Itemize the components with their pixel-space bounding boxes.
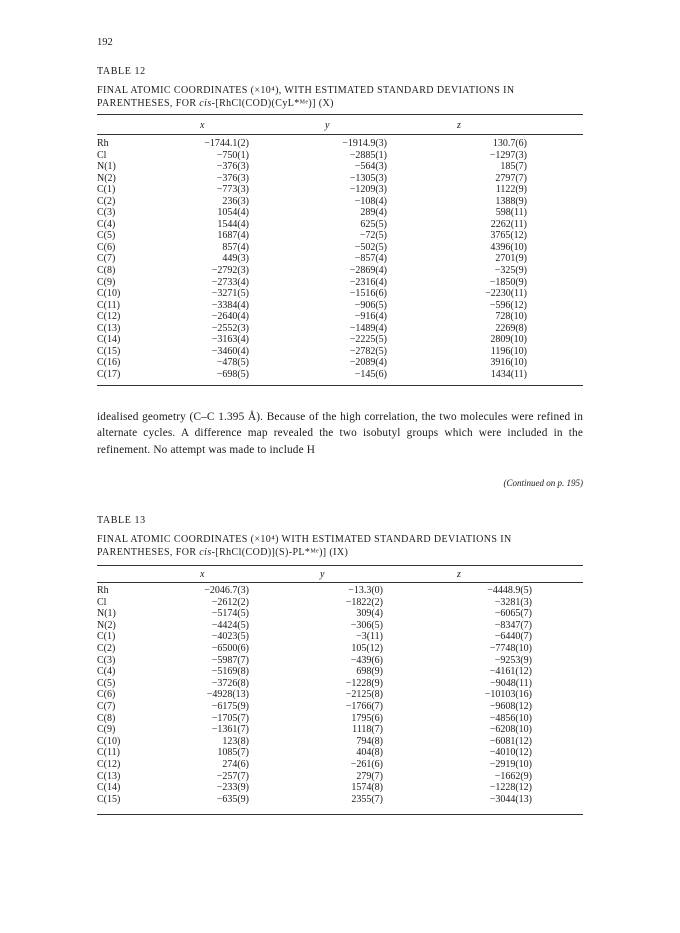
x-cell: −2612(2)	[211, 596, 249, 608]
x-cell: −4928(13)	[206, 689, 249, 701]
y-cell: −1228(9)	[345, 677, 383, 689]
z-cell: 2809(10)	[490, 334, 527, 346]
table13-col-x: x	[200, 569, 205, 580]
x-cell: −3384(4)	[211, 299, 249, 311]
z-cell: −4010(12)	[489, 747, 532, 759]
y-cell: −1209(3)	[349, 184, 387, 196]
table-row	[97, 346, 583, 358]
x-cell: −5174(5)	[211, 608, 249, 620]
x-cell: −3271(5)	[211, 288, 249, 300]
y-cell: −439(6)	[350, 654, 383, 666]
z-cell: −1228(12)	[489, 782, 532, 794]
table-row	[97, 597, 583, 609]
y-cell: −502(5)	[354, 241, 387, 253]
x-cell: 1544(4)	[217, 218, 249, 230]
x-cell: 857(4)	[222, 241, 249, 253]
atom-cell: C(4)	[97, 218, 116, 230]
table-row	[97, 184, 583, 196]
y-cell: −306(5)	[350, 619, 383, 631]
z-cell: −8347(7)	[494, 619, 532, 631]
y-cell: 1118(7)	[352, 724, 383, 736]
x-cell: −3460(4)	[211, 345, 249, 357]
atom-cell: C(7)	[97, 253, 116, 265]
y-cell: 698(9)	[356, 666, 383, 678]
x-cell: −1744.1(2)	[204, 138, 249, 149]
atom-cell: Cl	[97, 596, 107, 608]
y-cell: −2089(4)	[349, 357, 387, 369]
table-row	[97, 161, 583, 173]
y-cell: −13.3(0)	[348, 585, 383, 596]
table13-title	[97, 533, 583, 559]
atom-cell: C(12)	[97, 758, 121, 770]
x-cell: −3726(8)	[211, 677, 249, 689]
table-row	[97, 794, 583, 806]
atom-cell: Rh	[97, 138, 109, 149]
table-row	[97, 724, 583, 736]
table-row	[97, 300, 583, 312]
atom-cell: C(10)	[97, 288, 121, 300]
table-row	[97, 713, 583, 725]
z-cell: −4448.9(5)	[487, 585, 532, 596]
z-cell: 4396(10)	[490, 241, 527, 253]
table-row	[97, 608, 583, 620]
atom-cell: N(1)	[97, 161, 116, 173]
y-cell: 105(12)	[351, 642, 383, 654]
y-cell: −2125(8)	[345, 689, 383, 701]
z-cell: −2230(11)	[485, 288, 527, 300]
z-cell: −6081(12)	[489, 735, 532, 747]
z-cell: −3044(13)	[489, 793, 532, 805]
table-row	[97, 631, 583, 643]
table-row	[97, 288, 583, 300]
y-cell: −564(3)	[354, 161, 387, 173]
table13-top-rule	[97, 565, 583, 566]
z-cell: 2262(11)	[490, 218, 527, 230]
atom-cell: C(15)	[97, 793, 121, 805]
z-cell: −325(9)	[494, 265, 527, 277]
table13-title-line2	[97, 546, 583, 559]
table13-label: TABLE 13	[97, 515, 146, 526]
z-cell: 2701(9)	[495, 253, 527, 265]
z-cell: −6440(7)	[494, 631, 532, 643]
table-row	[97, 585, 583, 597]
x-cell: −4424(5)	[211, 619, 249, 631]
table-row	[97, 369, 583, 381]
x-cell: −1705(7)	[211, 712, 249, 724]
table-row	[97, 138, 583, 150]
z-cell: −9608(12)	[489, 700, 532, 712]
table13-title-pre: PARENTHESES, FOR	[97, 547, 200, 558]
z-cell: 1196(10)	[490, 345, 527, 357]
x-cell: 236(3)	[222, 195, 249, 207]
y-cell: −1305(3)	[349, 172, 387, 184]
z-cell: −1297(3)	[489, 149, 527, 161]
z-cell: 3916(10)	[490, 357, 527, 369]
y-cell: 1795(6)	[351, 712, 383, 724]
z-cell: −9253(9)	[494, 654, 532, 666]
atom-cell: C(9)	[97, 724, 116, 736]
y-cell: −1766(7)	[345, 700, 383, 712]
atom-cell: C(8)	[97, 712, 116, 724]
x-cell: −773(3)	[216, 184, 249, 196]
y-cell: −108(4)	[354, 195, 387, 207]
y-cell: −261(6)	[350, 758, 383, 770]
atom-cell: Cl	[97, 149, 107, 161]
table-row	[97, 771, 583, 783]
y-cell: −145(6)	[354, 368, 387, 380]
y-cell: −906(5)	[354, 299, 387, 311]
table13-bottom-rule	[97, 814, 583, 815]
y-cell: 2355(7)	[351, 793, 383, 805]
table-row	[97, 334, 583, 346]
z-cell: −1850(9)	[489, 276, 527, 288]
z-cell: 2797(7)	[495, 172, 527, 184]
atom-cell: C(1)	[97, 631, 116, 643]
table13-body	[97, 585, 583, 805]
atom-cell: C(15)	[97, 345, 121, 357]
x-cell: −2792(3)	[211, 265, 249, 277]
z-cell: 2269(8)	[495, 322, 527, 334]
table13-title-post: -[RhCl(COD)](S)-PL*ᴹᵉ)] (IX)	[211, 547, 349, 558]
atom-cell: C(6)	[97, 689, 116, 701]
table12-col-y: y	[325, 120, 330, 131]
page-number: 192	[97, 37, 113, 48]
x-cell: −6175(9)	[211, 700, 249, 712]
z-cell: 3765(12)	[490, 230, 527, 242]
atom-cell: C(5)	[97, 677, 116, 689]
x-cell: −2552(3)	[211, 322, 249, 334]
y-cell: −1914.9(3)	[342, 138, 387, 149]
table-row	[97, 736, 583, 748]
x-cell: −698(5)	[216, 368, 249, 380]
x-cell: 1687(4)	[217, 230, 249, 242]
y-cell: 625(5)	[360, 218, 387, 230]
y-cell: 279(7)	[356, 770, 383, 782]
x-cell: −6500(6)	[211, 642, 249, 654]
table12-title-line2	[97, 97, 583, 110]
x-cell: −376(3)	[216, 161, 249, 173]
table12-title-pre: PARENTHESES, FOR	[97, 98, 200, 109]
table-row	[97, 323, 583, 335]
x-cell: −635(9)	[216, 793, 249, 805]
atom-cell: C(13)	[97, 322, 121, 334]
table-row	[97, 701, 583, 713]
table-row	[97, 620, 583, 632]
table12-col-z: z	[457, 120, 461, 131]
table13-title-italic: cis	[199, 547, 212, 558]
x-cell: 274(6)	[222, 758, 249, 770]
y-cell: −72(5)	[359, 230, 387, 242]
x-cell: −3163(4)	[211, 334, 249, 346]
z-cell: −4856(10)	[489, 712, 532, 724]
atom-cell: C(5)	[97, 230, 116, 242]
table12-top-rule	[97, 114, 583, 115]
table-row	[97, 678, 583, 690]
table13-col-z: z	[457, 569, 461, 580]
table-row	[97, 230, 583, 242]
z-cell: −3281(3)	[494, 596, 532, 608]
table-row	[97, 219, 583, 231]
atom-cell: C(3)	[97, 207, 116, 219]
atom-cell: Rh	[97, 585, 109, 596]
atom-cell: C(9)	[97, 276, 116, 288]
table12-col-x: x	[200, 120, 205, 131]
x-cell: −376(3)	[216, 172, 249, 184]
x-cell: −233(9)	[216, 782, 249, 794]
z-cell: 1122(9)	[495, 184, 527, 196]
z-cell: −2919(10)	[489, 758, 532, 770]
x-cell: −257(7)	[216, 770, 249, 782]
table-row	[97, 643, 583, 655]
x-cell: 123(8)	[222, 735, 249, 747]
x-cell: 449(3)	[222, 253, 249, 265]
y-cell: 794(8)	[356, 735, 383, 747]
table-row	[97, 150, 583, 162]
z-cell: 130.7(6)	[492, 138, 527, 149]
atom-cell: C(12)	[97, 311, 121, 323]
z-cell: −6065(7)	[494, 608, 532, 620]
atom-cell: C(10)	[97, 735, 121, 747]
z-cell: 1388(9)	[495, 195, 527, 207]
table12-body	[97, 138, 583, 380]
z-cell: 728(10)	[495, 311, 527, 323]
z-cell: −6208(10)	[489, 724, 532, 736]
x-cell: 1085(7)	[217, 747, 249, 759]
atom-cell: N(1)	[97, 608, 116, 620]
table-row	[97, 207, 583, 219]
atom-cell: C(4)	[97, 666, 116, 678]
table-row	[97, 265, 583, 277]
table12-title-post: -[RhCl(COD)(CyL*ᴹᵉ)] (X)	[211, 98, 334, 109]
y-cell: 1574(8)	[351, 782, 383, 794]
x-cell: −478(5)	[216, 357, 249, 369]
table13-col-y: y	[320, 569, 325, 580]
table-row	[97, 173, 583, 185]
table-row	[97, 689, 583, 701]
table-row	[97, 311, 583, 323]
y-cell: −2316(4)	[349, 276, 387, 288]
atom-cell: C(1)	[97, 184, 116, 196]
table12-title-line1: FINAL ATOMIC COORDINATES (×10⁴), WITH ESTIMATED STANDARD DEVIATIONS IN	[97, 85, 515, 96]
y-cell: −1822(2)	[345, 596, 383, 608]
x-cell: −5987(7)	[211, 654, 249, 666]
table12-title-italic: cis	[199, 98, 212, 109]
atom-cell: N(2)	[97, 172, 116, 184]
y-cell: 404(8)	[356, 747, 383, 759]
z-cell: −9048(11)	[490, 677, 532, 689]
atom-cell: C(14)	[97, 334, 121, 346]
body-paragraph: idealised geometry (C–C 1.395 Å). Because of the high correlation, the two molecules were refined in alternate cycles. A difference map revealed the two isobutyl groups which were included in the refinement. No attempt was made to include H	[97, 411, 583, 456]
y-cell: 309(4)	[356, 608, 383, 620]
y-cell: 289(4)	[360, 207, 387, 219]
y-cell: −857(4)	[354, 253, 387, 265]
table-row	[97, 357, 583, 369]
y-cell: −2869(4)	[349, 265, 387, 277]
x-cell: −2640(4)	[211, 311, 249, 323]
z-cell: −4161(12)	[489, 666, 532, 678]
y-cell: −3(11)	[356, 631, 383, 643]
z-cell: 185(7)	[500, 161, 527, 173]
atom-cell: C(6)	[97, 241, 116, 253]
y-cell: −1489(4)	[349, 322, 387, 334]
x-cell: −2733(4)	[211, 276, 249, 288]
table12-head-rule	[97, 134, 583, 135]
atom-cell: C(14)	[97, 782, 121, 794]
x-cell: −750(1)	[216, 149, 249, 161]
continued-note: (Continued on p. 195)	[503, 478, 583, 488]
x-cell: −4023(5)	[211, 631, 249, 643]
table-row	[97, 782, 583, 794]
table12-label: TABLE 12	[97, 66, 146, 77]
atom-cell: C(16)	[97, 357, 121, 369]
x-cell: −2046.7(3)	[204, 585, 249, 596]
z-cell: −1662(9)	[494, 770, 532, 782]
table-row	[97, 196, 583, 208]
atom-cell: N(2)	[97, 619, 116, 631]
table12-bottom-rule	[97, 385, 583, 386]
table-row	[97, 666, 583, 678]
table-row	[97, 747, 583, 759]
y-cell: −916(4)	[354, 311, 387, 323]
atom-cell: C(2)	[97, 195, 116, 207]
atom-cell: C(11)	[97, 747, 120, 759]
table13-head-rule	[97, 582, 583, 583]
z-cell: −10103(16)	[484, 689, 532, 701]
table12-title	[97, 84, 583, 110]
atom-cell: C(7)	[97, 700, 116, 712]
z-cell: −7748(10)	[489, 642, 532, 654]
y-cell: −2885(1)	[349, 149, 387, 161]
table-row	[97, 242, 583, 254]
z-cell: 1434(11)	[490, 368, 527, 380]
table-row	[97, 277, 583, 289]
atom-cell: C(11)	[97, 299, 120, 311]
x-cell: 1054(4)	[217, 207, 249, 219]
atom-cell: C(3)	[97, 654, 116, 666]
z-cell: 598(11)	[495, 207, 527, 219]
atom-cell: C(13)	[97, 770, 121, 782]
y-cell: −2225(5)	[349, 334, 387, 346]
table-row	[97, 655, 583, 667]
x-cell: −5169(8)	[211, 666, 249, 678]
atom-cell: C(2)	[97, 642, 116, 654]
table-row	[97, 759, 583, 771]
y-cell: −1516(6)	[349, 288, 387, 300]
z-cell: −596(12)	[489, 299, 527, 311]
table-row	[97, 253, 583, 265]
x-cell: −1361(7)	[211, 724, 249, 736]
atom-cell: C(8)	[97, 265, 116, 277]
y-cell: −2782(5)	[349, 345, 387, 357]
table13-title-line1: FINAL ATOMIC COORDINATES (×10⁴) WITH ESTIMATED STANDARD DEVIATIONS IN	[97, 534, 512, 545]
atom-cell: C(17)	[97, 368, 121, 380]
